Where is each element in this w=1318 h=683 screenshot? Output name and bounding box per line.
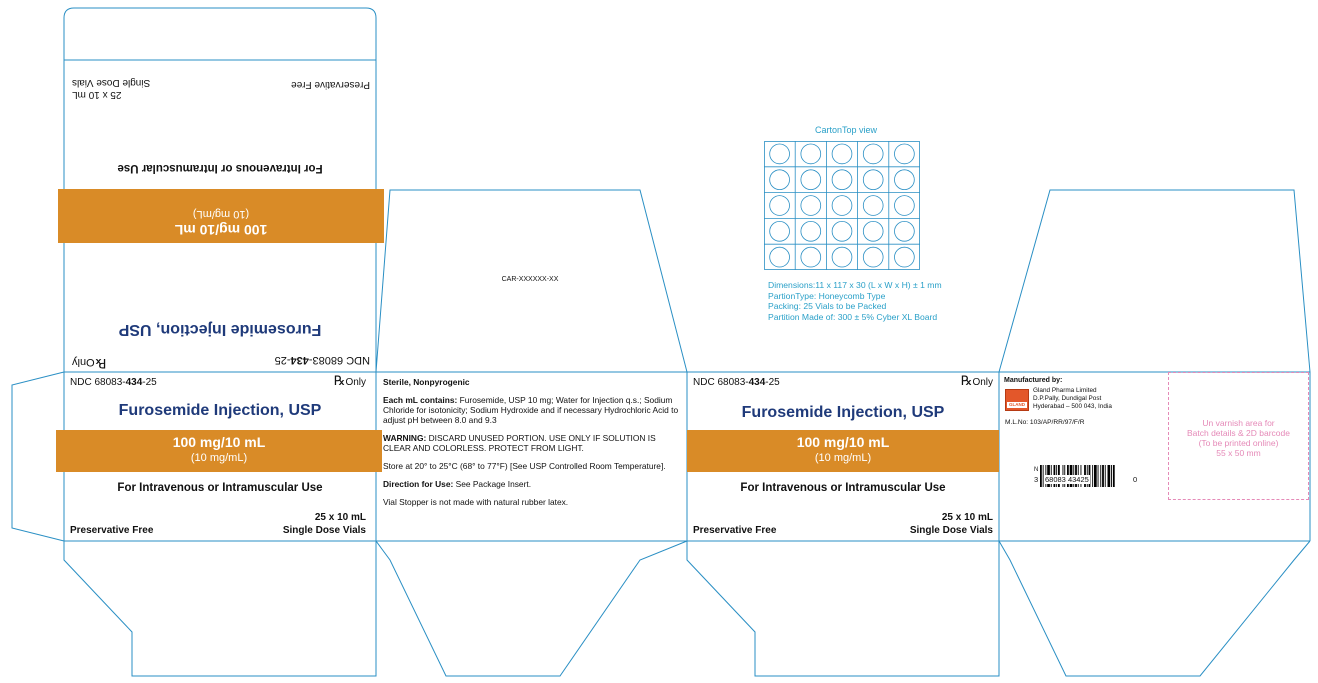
strength-band [56,430,382,472]
spec-packing: Packing: 25 Vials to be Packed [768,301,887,311]
top-preservative: Preservative Free [291,79,370,90]
unvarnish-area: Un varnish area for Batch details & 2D barcode (To be printed online) 55 x 50 mm [1168,372,1309,500]
top-rx: ℞Only [72,355,107,370]
vial-slot [801,221,821,241]
vial-type: Single Dose Vials [282,525,366,536]
manufacturer-panel [1004,377,1164,426]
sterile-label: Sterile, Nonpyrogenic [383,377,470,387]
vial-slot [832,247,852,267]
vial-slot [770,170,790,190]
rx-only-2: ℞Only [960,374,993,389]
warning: WARNING: DISCARD UNUSED PORTION. USE ONLY IF SOLUTION IS CLEAR AND COLORLESS. PROTECT FROM LIGHT. [383,433,656,453]
vial-slot [863,247,883,267]
route: For Intravenous or Intramuscular Use [117,482,323,494]
ndc-label: NDC 68083-434-25 [70,377,157,388]
top-panel-inverted [64,60,376,372]
barcode-middle-digits: 68083 43425 [1045,475,1089,484]
side-panel [383,377,681,515]
direction: Direction for Use: See Package Insert. [383,479,532,489]
barcode-right-digit: 0 [1133,475,1138,484]
ndc-label-2: NDC 68083-434-25 [693,377,780,388]
vial-slot [863,144,883,164]
vial-slot [895,170,915,190]
honeycomb-partition [764,141,921,271]
vial-type-2: Single Dose Vials [909,525,993,536]
spec-partition-material: Partition Made of: 300 ± 5% Cyber XL Board [768,311,938,322]
top-title: Furosemide Injection, USP [118,321,322,338]
strength-band-2 [687,430,999,472]
vial-slot [832,196,852,216]
top-concentration: (10 mg/mL) [192,208,250,220]
front-panel-2 [687,372,999,541]
vial-slot [801,144,821,164]
spec-dimensions: Dimensions:11 x 117 x 30 (L x W x H) ± 1 mm [768,280,942,290]
count: 25 x 10 mL [314,512,366,523]
count-2: 25 x 10 mL [941,512,993,523]
vial-slot [832,144,852,164]
vial-slot [770,247,790,267]
top-strength: 100 mg/10 mL [174,222,268,238]
strength: 100 mg/10 mL [172,434,266,450]
vial-slot [863,170,883,190]
vial-slot [895,144,915,164]
preservative-free-2: Preservative Free [693,525,777,536]
carton-top-title: CartonTop view [814,125,878,135]
carton-specs [768,280,942,322]
vial-slot [832,170,852,190]
license-number: M.L.No: 103/AP/RR/97/F/R [1005,419,1085,426]
top-ndc: NDC 68083-434-25 [274,354,370,366]
vial-slot [832,221,852,241]
preservative-free: Preservative Free [70,525,154,536]
top-route: For Intravenous or Intramuscular Use [117,162,323,174]
concentration: (10 mg/mL) [190,452,248,464]
vial-slot [895,221,915,241]
gland-logo: GLAND [1005,389,1029,411]
route-2: For Intravenous or Intramuscular Use [740,482,946,494]
vial-slot [895,196,915,216]
front-panel-1 [64,372,376,541]
each-ml: Each mL contains: Furosemide, USP 10 mg; Water for Injection q.s.; Sodium Chloride for isotonicity; Sodium Hydroxide and if necessary Hydrochloric Acid to adjust pH between 8.0 and 9.3 [383,395,679,425]
top-count: 25 x 10 mL [72,89,122,100]
vial-slot [770,144,790,164]
vial-slot [895,247,915,267]
strength-2: 100 mg/10 mL [796,434,890,450]
vial-slot [801,247,821,267]
manufacturer-address: Gland Pharma Limited D.P.Pally, Dundigal Post Hyderabad – 500 043, India [1033,387,1112,410]
barcode-left-digit: 3 [1034,475,1039,484]
barcode-n: N [1034,467,1039,473]
vial-slot [801,170,821,190]
vial-slot [863,196,883,216]
carton-code: CAR-XXXXXX-XX [501,276,559,283]
top-strength-band [58,189,384,243]
rx-only: ℞Only [333,374,366,389]
top-vial-type: Single Dose Vials [72,77,151,88]
product-title-2: Furosemide Injection, USP [741,404,945,421]
vial-slot [801,196,821,216]
concentration-2: (10 mg/mL) [814,452,872,464]
manufactured-by: Manufactured by: [1004,377,1063,384]
vial-slot [770,196,790,216]
product-title: Furosemide Injection, USP [118,402,322,419]
vial-slot [770,221,790,241]
vial-slot [863,221,883,241]
spec-partition-type: PartionType: Honeycomb Type [768,290,886,301]
storage: Store at 20° to 25°C (68° to 77°F) [See USP Controlled Room Temperature]. [383,461,666,471]
stopper-note: Vial Stopper is not made with natural rubber latex. [383,497,569,507]
